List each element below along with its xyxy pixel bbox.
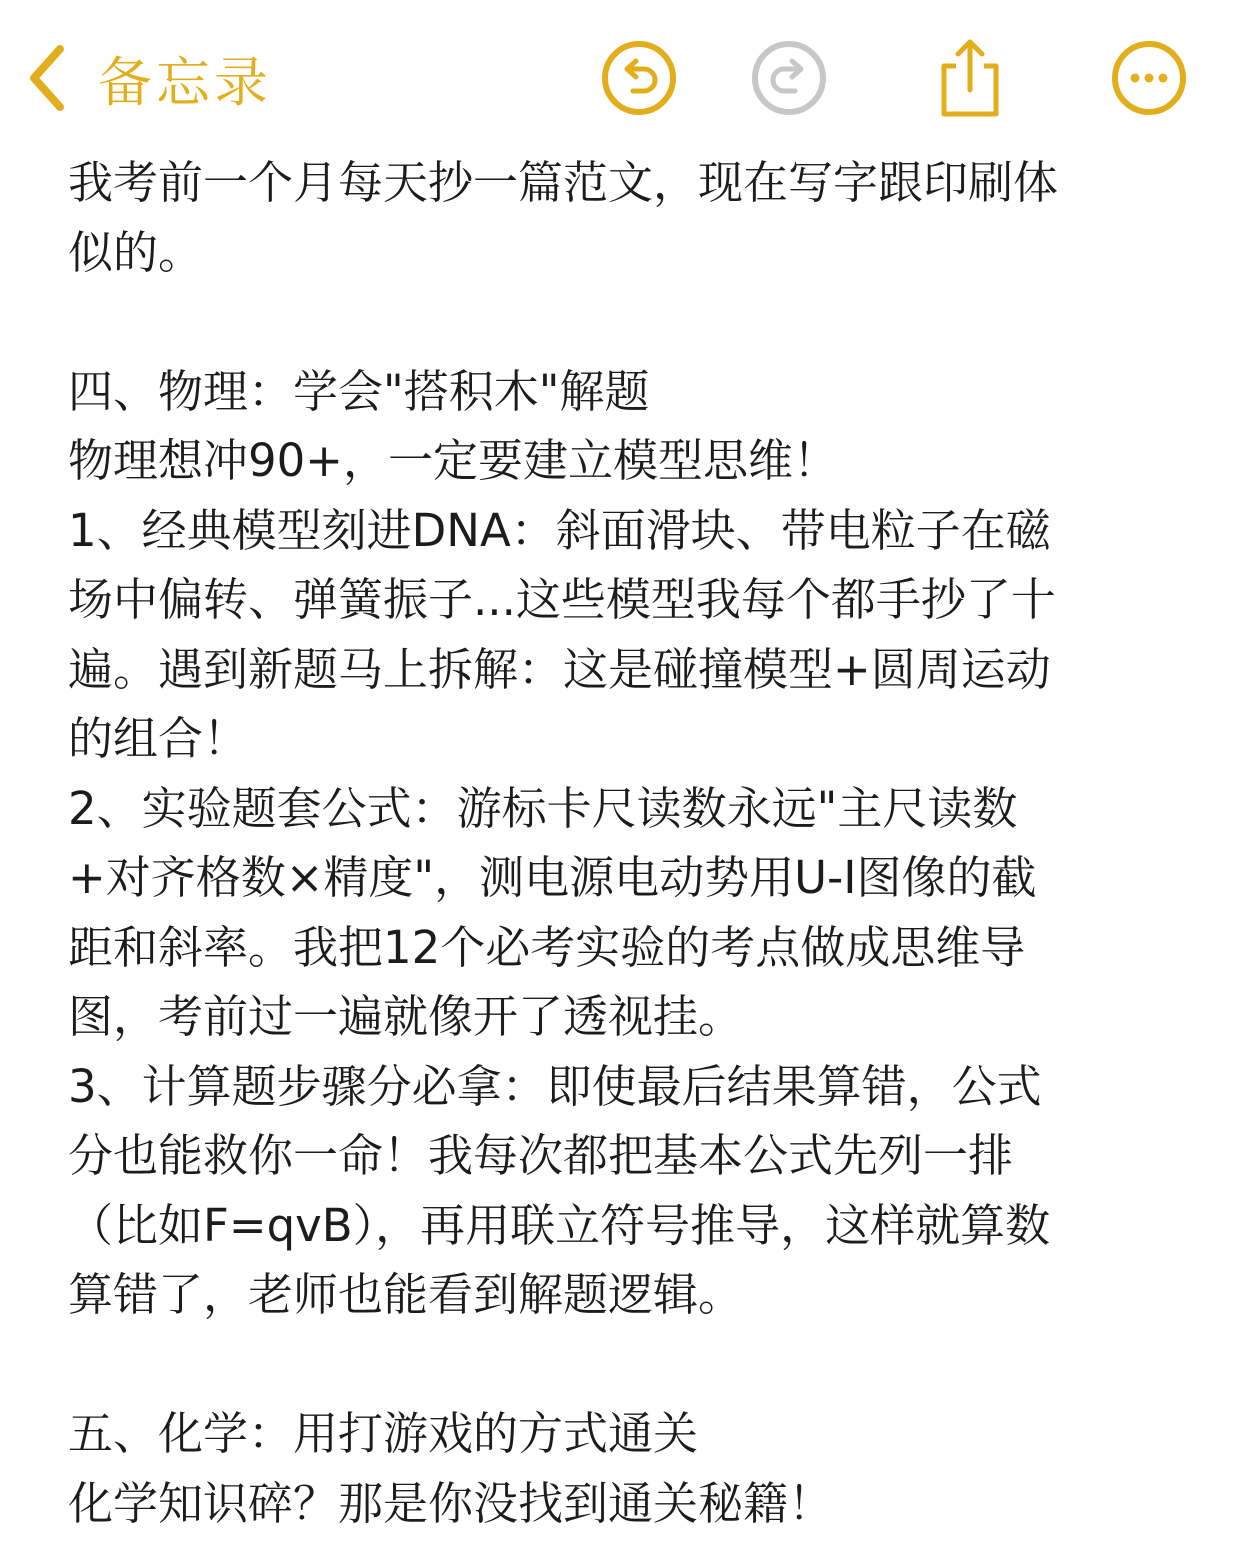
note-line: 3、计算题步骤分必拿：即使最后结果算错，公式	[68, 1059, 1042, 1113]
share-icon	[930, 36, 1010, 120]
bottom-fade-overlay	[880, 1480, 1242, 1552]
note-body[interactable]	[68, 148, 1178, 1538]
note-line: 的组合！	[68, 712, 249, 765]
note-line: 1、经典模型刻进DNA：斜面滑块、带电粒子在磁	[68, 503, 1051, 557]
note-line: 化学知识碎？那是你没找到通关秘籍！	[68, 1476, 834, 1530]
share-button[interactable]	[930, 38, 1010, 118]
note-line: 场中偏转、弹簧振子...这些模型我每个都手抄了十	[68, 573, 1056, 626]
note-line: +对齐格数×精度"，测电源电动势用U-I图像的截	[68, 851, 1037, 904]
note-line: 算错了，老师也能看到解题逻辑。	[68, 1268, 744, 1321]
note-line: 我考前一个月每天抄一篇范文，现在写字跟印刷体	[68, 156, 1059, 209]
note-line: 遍。遇到新题马上拆解：这是碰撞模型+圆周运动	[68, 642, 1051, 696]
section-heading-physics: 四、物理：学会"搭积木"解题	[68, 364, 650, 418]
undo-button[interactable]	[599, 38, 679, 118]
note-line: （比如F=qvB），再用联立符号推导，这样就算数	[68, 1198, 1051, 1252]
more-button[interactable]	[1109, 38, 1189, 118]
note-line: 图，考前过一遍就像开了透视挂。	[68, 990, 744, 1043]
back-label: 备忘录	[98, 50, 272, 114]
redo-icon	[750, 39, 828, 117]
navigation-bar	[0, 0, 1242, 150]
redo-button[interactable]	[749, 38, 829, 118]
undo-icon	[600, 39, 678, 117]
note-line: 物理想冲90+，一定要建立模型思维！	[68, 434, 838, 487]
note-blank-line	[68, 287, 1178, 357]
note-line: 距和斜率。我把12个必考实验的考点做成思维导	[68, 920, 1026, 974]
note-blank-line	[68, 1330, 1178, 1400]
chevron-left-icon	[26, 43, 68, 113]
back-button[interactable]	[26, 38, 272, 118]
note-line: 2、实验题套公式：游标卡尺读数永远"主尺读数	[68, 781, 1018, 835]
note-line: 似的。	[68, 225, 204, 279]
note-line: 分也能救你一命！我每次都把基本公式先列一排	[68, 1129, 1014, 1182]
section-heading-chemistry: 五、化学：用打游戏的方式通关	[68, 1407, 699, 1460]
more-icon	[1110, 39, 1188, 117]
